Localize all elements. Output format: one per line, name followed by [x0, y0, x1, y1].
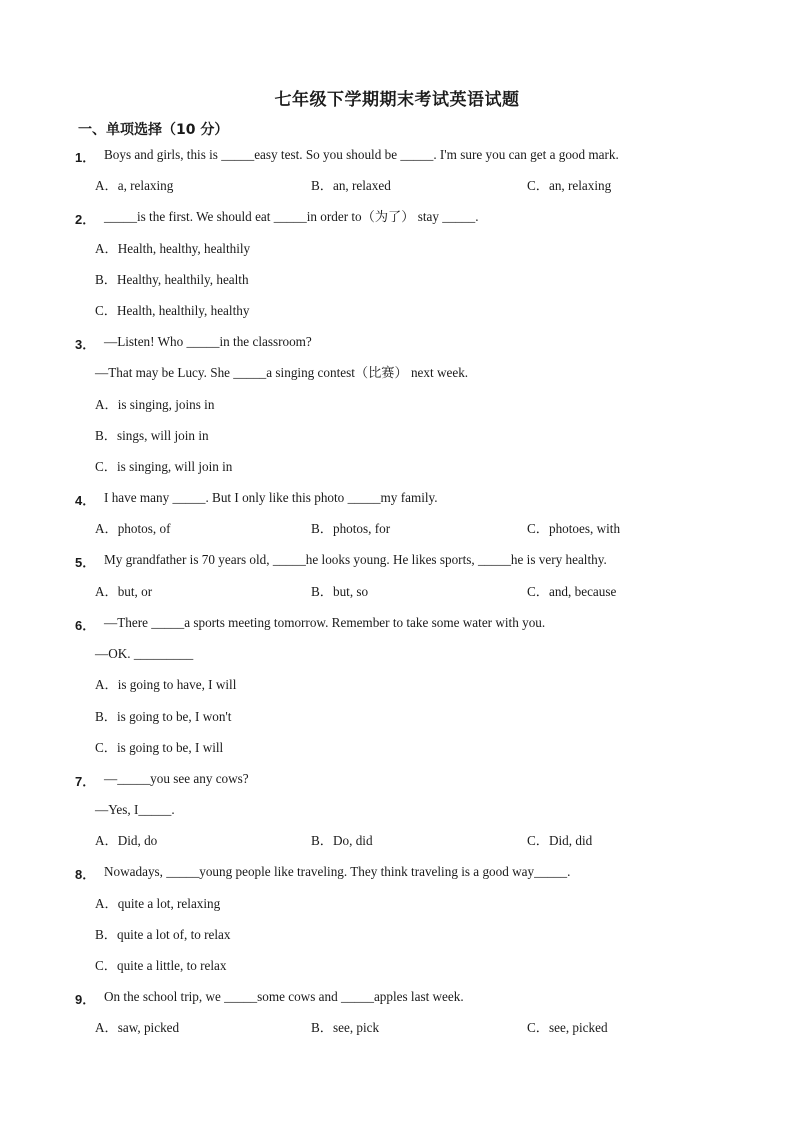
question-text-line2: —OK. _________ [95, 646, 194, 661]
option-c: C．an, relaxing [527, 178, 612, 193]
option-a: A．photos, of [95, 521, 171, 536]
option-c: C．quite a little, to relax [95, 958, 227, 973]
question-text: Nowadays, _____young people like traveling. They think traveling is a good way_____. [104, 864, 571, 879]
option-a: A．quite a lot, relaxing [95, 896, 221, 911]
question-text: —There _____a sports meeting tomorrow. Remember to take some water with you. [104, 615, 546, 630]
option-a: A．but, or [95, 584, 153, 599]
option-b: B．photos, for [311, 521, 391, 536]
option-a: A．is going to have, I will [95, 677, 237, 692]
question-text-line2: —That may be Lucy. She _____a singing contest（比赛） next week. [95, 365, 469, 380]
option-c: C．and, because [527, 584, 617, 599]
question-number: 8． [75, 867, 96, 882]
question-text-line2: —Yes, I_____. [95, 802, 175, 817]
question-number: 4． [75, 493, 96, 508]
option-a: A．a, relaxing [95, 178, 174, 193]
question-number: 3． [75, 337, 96, 352]
option-b: B．sings, will join in [95, 428, 209, 443]
option-a: A．Did, do [95, 833, 158, 848]
question-number: 9． [75, 992, 96, 1007]
question-text: I have many _____. But I only like this photo _____my family. [104, 490, 438, 505]
option-b: B．quite a lot of, to relax [95, 927, 231, 942]
option-a: A．Health, healthy, healthily [95, 241, 251, 256]
option-c: C．is singing, will join in [95, 459, 233, 474]
option-c: C．Health, healthily, healthy [95, 303, 250, 318]
page-title: 七年级下学期期末考试英语试题 [274, 90, 520, 110]
option-b: B．an, relaxed [311, 178, 391, 193]
question-number: 6． [75, 618, 96, 633]
question-text: On the school trip, we _____some cows and _____apples last week. [104, 989, 464, 1004]
question-number: 1． [75, 150, 96, 165]
option-a: A．is singing, joins in [95, 397, 215, 412]
option-b: B．but, so [311, 584, 369, 599]
question-text: —Listen! Who _____in the classroom? [104, 334, 312, 349]
option-a: A．saw, picked [95, 1020, 180, 1035]
question-number: 2． [75, 212, 96, 227]
question-text: _____is the first. We should eat _____in order to（为了） stay _____. [104, 209, 479, 224]
option-b: B．Do, did [311, 833, 373, 848]
question-text: —_____you see any cows? [104, 771, 249, 786]
option-b: B．see, pick [311, 1020, 380, 1035]
option-c: C．is going to be, I will [95, 740, 224, 755]
question-text: Boys and girls, this is _____easy test. So you should be _____. I'm sure you can get a good mark. [104, 147, 619, 162]
question-text: My grandfather is 70 years old, _____he looks young. He likes sports, _____he is very healthy. [104, 552, 607, 567]
question-number: 5． [75, 555, 96, 570]
option-b: B．is going to be, I won't [95, 709, 232, 724]
section-heading: 一、单项选择（10 分） [78, 122, 229, 138]
option-c: C．photoes, with [527, 521, 621, 536]
option-b: B．Healthy, healthily, health [95, 272, 249, 287]
option-c: C．see, picked [527, 1020, 608, 1035]
question-number: 7． [75, 774, 96, 789]
option-c: C．Did, did [527, 833, 593, 848]
